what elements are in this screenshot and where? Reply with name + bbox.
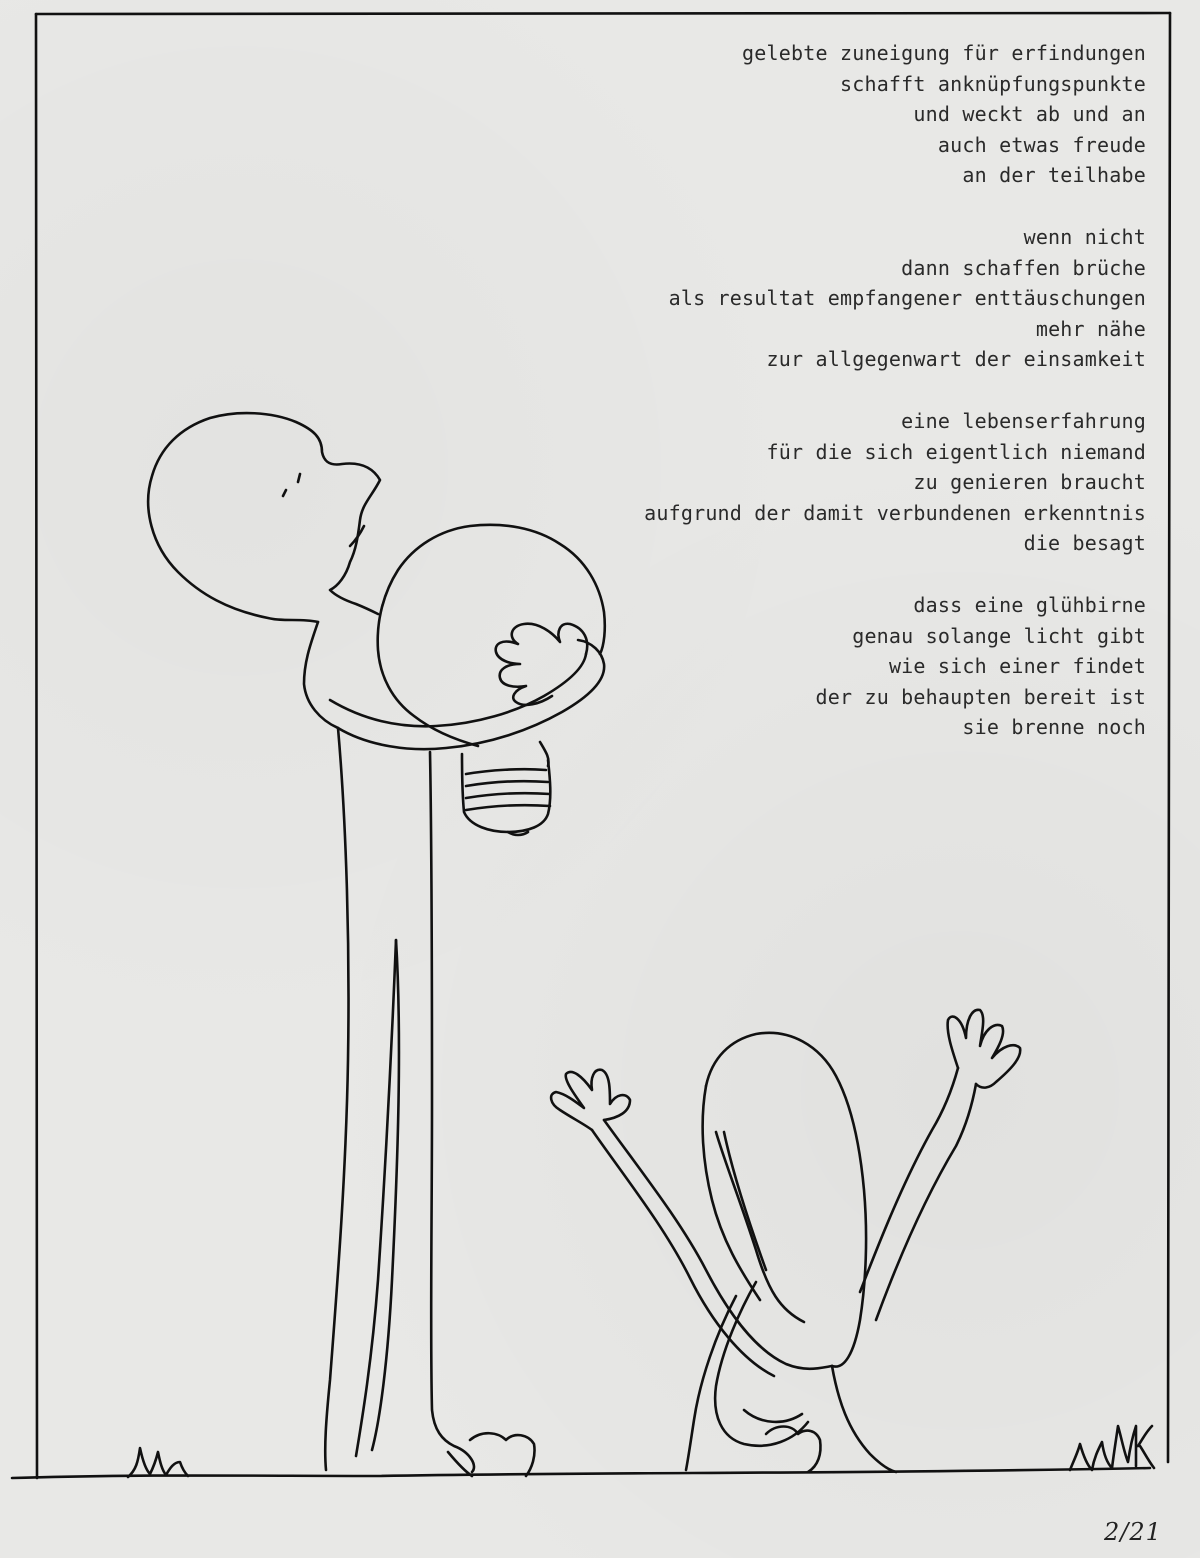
poem-line: schafft anknüpfungspunkte	[839, 71, 1146, 96]
sitting-figure-leg	[715, 1282, 808, 1446]
standing-figure-foot	[470, 1433, 535, 1476]
lightbulb-thread	[466, 781, 548, 786]
poem-line: aufgrund der damit verbundenen erkenntnis	[644, 500, 1146, 525]
poem-line: zur allgegenwart der einsamkeit	[766, 347, 1146, 372]
poem-stanza	[506, 406, 1146, 559]
standing-figure-leg	[356, 940, 396, 1456]
poem-line: wie sich einer findet	[888, 654, 1146, 679]
poem	[506, 38, 1146, 774]
poem-line: und weckt ab und an	[913, 102, 1146, 127]
standing-figure-neck	[304, 622, 338, 728]
sitting-figure-hand-right	[948, 1010, 1021, 1088]
poem-line: auch etwas freude	[937, 132, 1146, 157]
sitting-figure-arm-left	[592, 1130, 774, 1376]
lightbulb-thread	[466, 793, 550, 798]
border-line	[1168, 13, 1170, 1462]
standing-figure-eye	[283, 490, 286, 496]
poem-line: an der teilhabe	[962, 163, 1146, 188]
date-mark: 2/21	[1104, 1518, 1162, 1546]
standing-figure-leg	[430, 752, 474, 1472]
border-line	[36, 13, 1170, 14]
poem-line: eine lebenserfahrung	[901, 408, 1146, 433]
poem-line: gelebte zuneigung für erfindungen	[742, 41, 1146, 65]
standing-figure-leg	[372, 940, 399, 1450]
sitting-figure-foot	[766, 1427, 821, 1473]
sitting-figure-foot	[832, 1366, 896, 1472]
sitting-figure-arm-right	[876, 1084, 976, 1320]
lightbulb-thread	[466, 805, 550, 810]
sitting-figure-arm-left	[604, 1120, 832, 1369]
poem-stanza	[506, 38, 1146, 191]
sitting-figure-hand-left	[551, 1070, 630, 1130]
poem-line: der zu behaupten bereit ist	[815, 684, 1146, 709]
poem-line: wenn nicht	[1023, 224, 1146, 249]
poem-line: mehr nähe	[1035, 316, 1146, 341]
signature-mark	[1138, 1426, 1154, 1468]
poem-line: genau solange licht gibt	[852, 623, 1146, 648]
border-line	[36, 14, 37, 1478]
standing-figure-head	[148, 413, 380, 622]
poem-line: für die sich eigentlich niemand	[766, 439, 1146, 464]
poem-stanza	[506, 222, 1146, 375]
sitting-figure-back	[703, 1086, 760, 1300]
signature-mark	[1112, 1426, 1136, 1468]
poem-line: dass eine glühbirne	[913, 592, 1146, 617]
sitting-figure-head	[706, 1033, 866, 1367]
grass-tuft	[1070, 1442, 1112, 1470]
sitting-figure-leg	[686, 1296, 736, 1470]
poem-line: die besagt	[1023, 531, 1146, 556]
standing-figure-eye	[298, 474, 300, 482]
poem-stanza	[506, 590, 1146, 743]
poem-line: sie brenne noch	[962, 715, 1146, 740]
poem-line: dann schaffen brüche	[901, 255, 1146, 280]
poem-line: zu genieren braucht	[913, 470, 1146, 495]
sitting-figure-leg	[744, 1410, 802, 1422]
sitting-figure-arm	[716, 1132, 804, 1322]
sitting-figure-arm-right	[860, 1068, 958, 1292]
poem-line: als resultat empfangener enttäuschungen	[668, 286, 1146, 311]
standing-figure-leg	[325, 728, 348, 1470]
grass-tuft	[128, 1448, 188, 1477]
